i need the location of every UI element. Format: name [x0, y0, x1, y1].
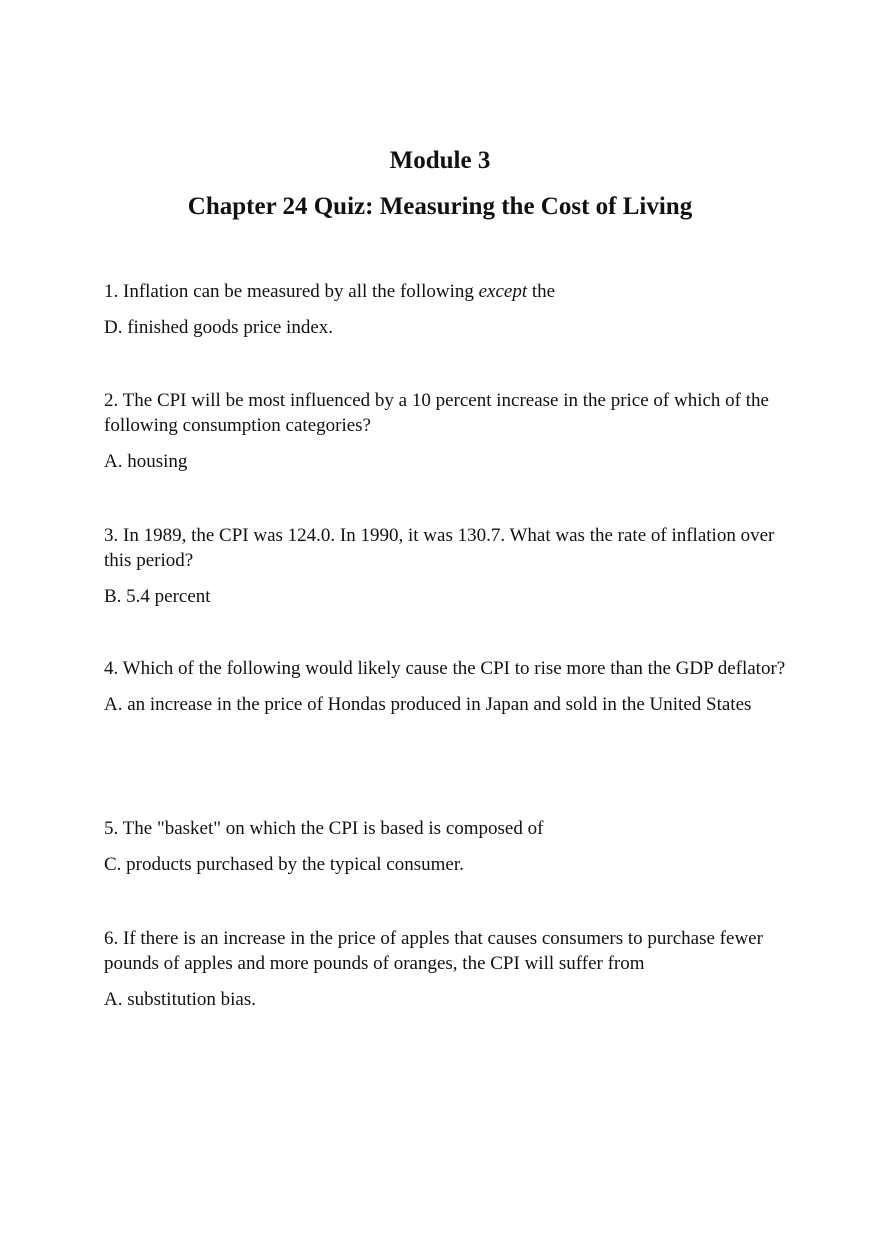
question-1 — [104, 279, 794, 340]
question-1-emphasis: except — [478, 281, 528, 302]
question-5-answer: C. products purchased by the typical consumer. — [104, 854, 464, 875]
question-6 — [104, 926, 794, 1012]
question-3 — [104, 523, 794, 609]
chapter-title: Chapter 24 Quiz: Measuring the Cost of Living — [187, 193, 693, 220]
question-6-answer: A. substitution bias. — [104, 989, 257, 1010]
question-4 — [104, 656, 794, 717]
question-5-text: 5. The "basket" on which the CPI is based is composed of — [104, 818, 544, 839]
question-2-text: 2. The CPI will be most influenced by a 10 percent increase in the price of which of the following consumption categories? — [104, 390, 769, 436]
question-1-text — [104, 279, 794, 304]
question-3-answer: B. 5.4 percent — [104, 586, 211, 607]
question-1-text-after: the — [527, 281, 556, 302]
question-1-answer: D. finished goods price index. — [104, 317, 334, 338]
question-2 — [104, 388, 794, 474]
module-title: Module 3 — [389, 147, 491, 174]
question-3-text: 3. In 1989, the CPI was 124.0. In 1990, it was 130.7. What was the rate of inflation over this period? — [104, 525, 775, 571]
question-4-answer: A. an increase in the price of Hondas produced in Japan and sold in the United States — [104, 694, 752, 715]
question-2-answer: A. housing — [104, 451, 188, 472]
question-6-text: 6. If there is an increase in the price of apples that causes consumers to purchase fewer pounds of apples and more pounds of oranges, the CPI will suffer from — [104, 928, 763, 974]
question-4-text: 4. Which of the following would likely cause the CPI to rise more than the GDP deflator? — [104, 658, 786, 679]
question-5 — [104, 816, 794, 877]
question-1-text-before: 1. Inflation can be measured by all the following — [104, 281, 479, 302]
